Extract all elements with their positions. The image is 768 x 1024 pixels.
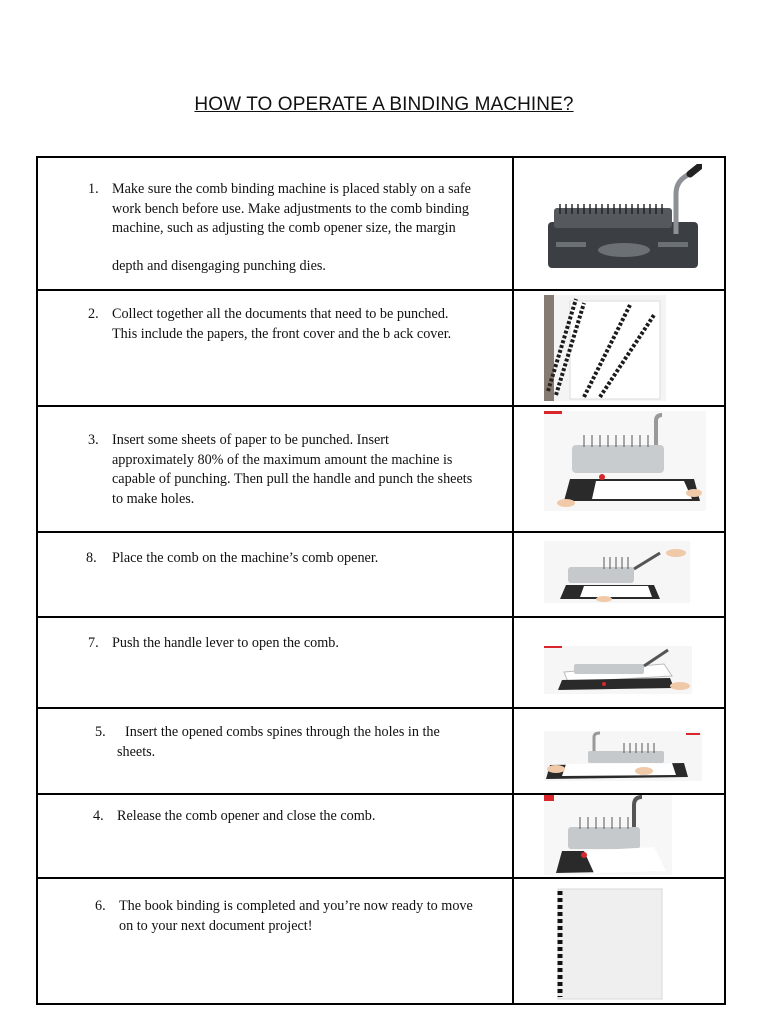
table-row [37,290,725,406]
insert-spines-photo [544,731,702,781]
comb-binding-spines-photo [544,295,666,401]
table-row [37,708,725,794]
step-number: 2. [88,306,99,322]
step-line: Place the comb on the machine’s comb opener. [112,550,379,566]
step-line: Collect together all the documents that need to be punched. [112,306,449,322]
step-3 [38,407,512,509]
step-image-cell [513,406,725,532]
page-title: HOW TO OPERATE A BINDING MACHINE? [194,94,574,115]
step-line: on to your next document project! [119,917,313,934]
step-image-cell [513,290,725,406]
step-line: Insert some sheets of paper to be punched. Insert [112,432,389,448]
step-5 [38,709,512,762]
step-text-cell [37,617,513,708]
table-row [37,794,725,878]
close-comb-photo [544,795,672,875]
step-image-cell [513,617,725,708]
step-text-cell [37,794,513,878]
step-line: sheets. [117,743,156,760]
step-number: 4. [93,808,104,824]
table-row [37,617,725,708]
step-number: 8. [86,550,97,566]
instructions-table [36,156,726,1005]
step-image-cell [513,708,725,794]
step-number: 7. [88,635,99,651]
step-text-cell [37,157,513,290]
step-line: depth and disengaging punching dies. [112,257,326,274]
step-line: The book binding is completed and you’re now ready to move [119,898,473,914]
step-number: 6. [95,898,106,914]
step-line: Release the comb opener and close the comb. [117,808,376,824]
step-line: work bench before use. Make adjustments to the comb binding [112,200,469,217]
step-line: to make holes. [112,490,195,507]
step-line: capable of punching. Then pull the handle and punch the sheets [112,471,473,487]
step-line: Make sure the comb binding machine is placed stably on a safe [112,181,471,197]
step-text-cell [37,406,513,532]
step-1 [38,158,512,276]
step-6 [38,879,512,936]
step-line: approximately 80% of the maximum amount the machine is [112,451,453,468]
table-row [37,878,725,1004]
table-row [37,406,725,532]
punching-sheets-photo [544,411,706,511]
handle-lever-photo [544,646,692,694]
step-text-cell [37,290,513,406]
step-7 [38,618,512,654]
step-8 [38,533,512,569]
comb-on-opener-photo [544,541,690,603]
binding-machine-product-photo [544,164,702,274]
step-number: 3. [88,432,99,448]
step-text-cell [37,708,513,794]
step-2 [38,291,512,344]
step-number: 1. [88,181,99,197]
step-number: 5. [95,724,106,740]
step-line: This include the papers, the front cover and the b ack cover. [112,325,452,342]
step-text-cell [37,532,513,617]
step-image-cell [513,794,725,878]
step-line: machine, such as adjusting the comb opener size, the margin [112,220,456,236]
bound-book-photo [552,887,664,1001]
step-text-cell [37,878,513,1004]
step-line: Push the handle lever to open the comb. [112,635,339,651]
table-row [37,532,725,617]
table-row [37,157,725,290]
step-image-cell [513,532,725,617]
step-line: Insert the opened combs spines through the holes in the [125,724,440,740]
step-image-cell [513,878,725,1004]
step-4 [38,795,512,827]
step-image-cell [513,157,725,290]
